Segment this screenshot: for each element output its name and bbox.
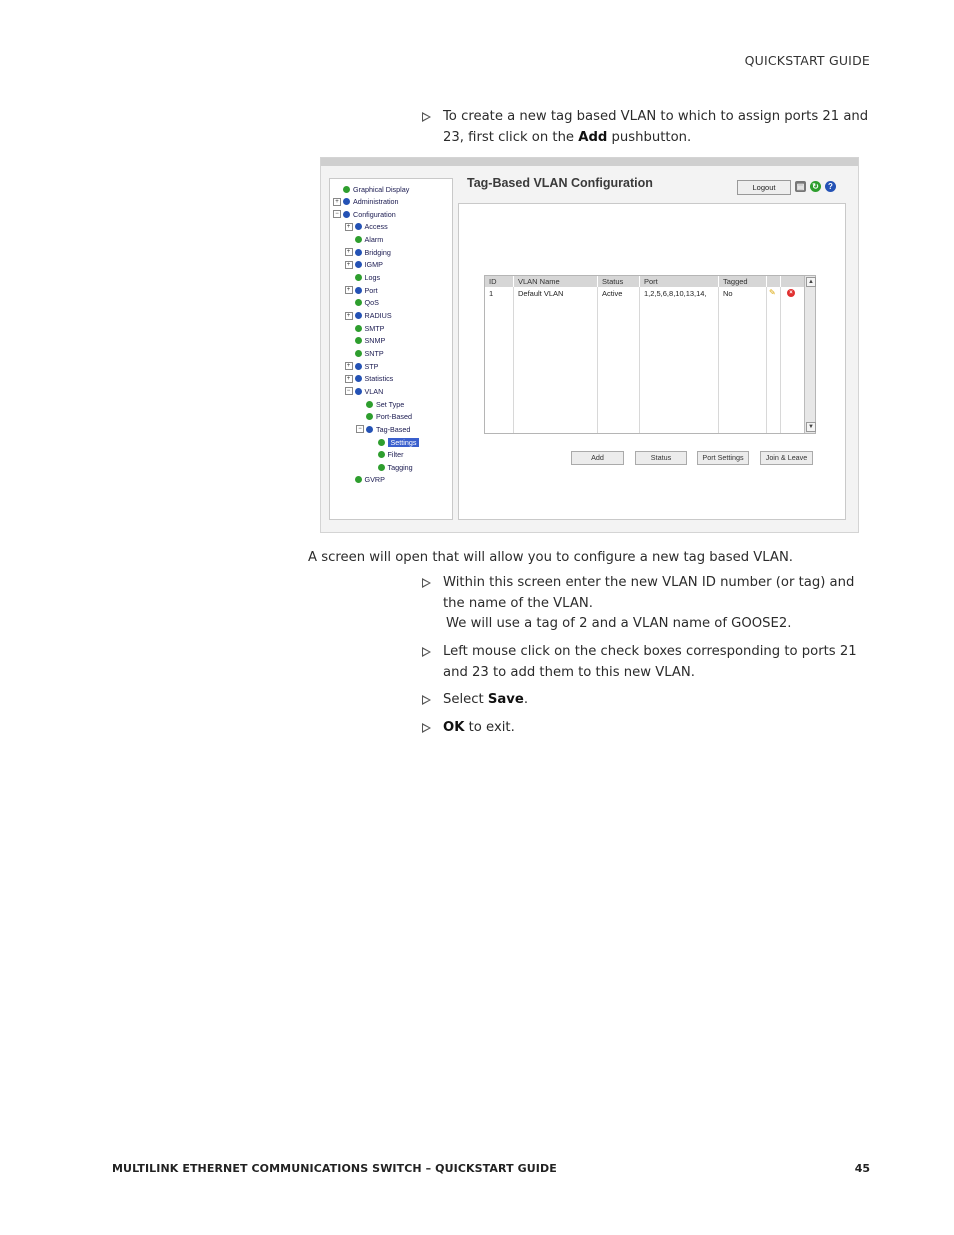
step-check-boxes — [422, 642, 872, 683]
triangle-bullet-icon — [422, 112, 431, 122]
tree-node[interactable] — [368, 461, 413, 473]
printer-icon[interactable]: ▤ — [796, 182, 805, 191]
tree-node[interactable] — [356, 398, 404, 410]
running-head: QUICKSTART GUIDE — [744, 53, 870, 68]
tree-node-label: RADIUS — [364, 311, 392, 320]
step-text: Left mouse click on the check boxes corresponding to ports 21 and 23 to add them to this new VLAN. — [443, 644, 857, 680]
cell-status: Active — [602, 289, 623, 298]
body-paragraph: A screen will open that will allow you to configure a new tag based VLAN. — [308, 550, 794, 565]
tree-node-label: Port-Based — [376, 412, 412, 422]
page-arrow-icon — [355, 337, 362, 344]
col-tagged: Tagged — [719, 276, 767, 287]
tree-node-label: Bridging — [364, 247, 391, 257]
tree-node[interactable] — [345, 360, 379, 372]
tree-node-label: Logs — [364, 273, 381, 283]
folder-arrow-icon — [355, 261, 362, 268]
step-text: Select — [443, 692, 488, 707]
page-arrow-icon — [355, 236, 362, 243]
tree-node[interactable] — [345, 234, 384, 246]
step-text-end: pushbutton. — [607, 129, 692, 145]
step-bold: Add — [578, 129, 608, 145]
tree-node-label: Set Type — [376, 399, 405, 409]
folder-arrow-icon — [355, 363, 362, 370]
tree-node-label: STP — [364, 361, 379, 371]
folder-arrow-icon — [355, 312, 362, 319]
tree-node[interactable] — [333, 196, 399, 208]
add-button[interactable]: Add — [571, 451, 624, 465]
tree-node[interactable] — [368, 449, 404, 461]
folder-arrow-icon — [355, 388, 362, 395]
step-text-example: We will use a tag of 2 and a VLAN name of GOOSE2. — [446, 616, 792, 631]
cell-id: 1 — [489, 289, 494, 298]
tree-node[interactable] — [356, 411, 412, 423]
tree-node[interactable] — [345, 246, 391, 258]
tree-node[interactable] — [345, 310, 392, 322]
tree-node[interactable] — [333, 208, 396, 220]
tree-node[interactable] — [345, 335, 386, 347]
page-arrow-icon — [355, 299, 362, 306]
table-scrollbar[interactable] — [804, 276, 815, 433]
column-divider — [780, 287, 781, 433]
tree-node-label: Graphical Display — [353, 184, 410, 194]
page-arrow-icon — [343, 186, 350, 193]
tree-node-label: Tag-Based — [376, 424, 411, 434]
collapse-icon[interactable]: − — [333, 210, 341, 218]
expand-icon[interactable]: + — [345, 362, 353, 370]
col-id: ID — [485, 276, 514, 287]
folder-arrow-icon — [366, 426, 373, 433]
triangle-bullet-icon — [422, 647, 431, 657]
edit-pencil-icon[interactable]: ✎ — [769, 288, 776, 297]
tree-node-label: GVRP — [364, 475, 385, 485]
tree-node-label: Filter — [387, 450, 404, 460]
step-text: To create a new tag based VLAN to which to assign ports 21 and 23, first click on the — [443, 109, 869, 145]
expand-icon[interactable]: + — [345, 223, 353, 231]
tree-node[interactable] — [345, 297, 379, 309]
step-text-end: to exit. — [464, 720, 515, 735]
scroll-down-icon[interactable]: ▼ — [806, 422, 816, 432]
collapse-icon[interactable]: − — [356, 425, 364, 433]
tree-node[interactable] — [345, 385, 384, 397]
tree-node-label: Statistics — [364, 374, 394, 384]
logout-button[interactable]: Logout — [737, 180, 791, 195]
page-arrow-icon — [378, 464, 385, 471]
column-divider — [639, 287, 640, 433]
tree-node-label: Access — [364, 222, 388, 232]
column-divider — [766, 287, 767, 433]
join-leave-button[interactable]: Join & Leave — [760, 451, 813, 465]
step-enter-vlan-id — [422, 573, 872, 635]
page-arrow-icon — [355, 325, 362, 332]
tree-node-label: QoS — [364, 298, 379, 308]
tree-node[interactable] — [356, 423, 410, 435]
tree-node[interactable] — [345, 322, 385, 334]
tree-node-label: Administration — [353, 197, 399, 207]
page-number: 45 — [854, 1162, 870, 1175]
footer-title: MULTILINK ETHERNET COMMUNICATIONS SWITCH – QUICKSTART GUIDE — [112, 1162, 557, 1175]
step-ok-exit — [422, 718, 872, 739]
column-divider — [597, 287, 598, 433]
folder-arrow-icon — [355, 223, 362, 230]
folder-arrow-icon — [343, 198, 350, 205]
page-arrow-icon — [378, 451, 385, 458]
column-divider — [513, 287, 514, 433]
tree-node[interactable] — [345, 474, 385, 486]
expand-icon[interactable]: + — [345, 286, 353, 294]
refresh-icon[interactable]: ↻ — [810, 181, 821, 192]
cell-port: 1,2,5,6,8,10,13,14, — [644, 289, 707, 298]
folder-arrow-icon — [355, 249, 362, 256]
vlan-table — [484, 275, 816, 434]
help-icon[interactable]: ? — [825, 181, 836, 192]
tree-node-label: IGMP — [364, 260, 383, 270]
expand-icon[interactable]: + — [333, 198, 341, 206]
page-arrow-icon — [355, 350, 362, 357]
tree-node-label: SMTP — [364, 323, 385, 333]
col-edit — [767, 276, 781, 287]
step-add-pushbutton — [422, 107, 872, 148]
screenshot-top-bar — [321, 158, 858, 166]
step-bold: Save — [487, 692, 524, 707]
col-status: Status — [598, 276, 640, 287]
folder-arrow-icon — [355, 375, 362, 382]
folder-arrow-icon — [355, 287, 362, 294]
expand-icon[interactable]: + — [345, 312, 353, 320]
tree-node[interactable] — [345, 259, 383, 271]
tree-node-label: Alarm — [364, 235, 384, 245]
status-button[interactable]: Status — [635, 451, 687, 465]
page-arrow-icon — [355, 274, 362, 281]
delete-icon[interactable]: × — [787, 289, 795, 297]
port-settings-button[interactable]: Port Settings — [697, 451, 749, 465]
col-vlan-name: VLAN Name — [514, 276, 598, 287]
tree-node[interactable] — [345, 284, 378, 296]
expand-icon[interactable]: + — [345, 375, 353, 383]
folder-arrow-icon — [343, 211, 350, 218]
page-title: Tag-Based VLAN Configuration — [467, 176, 653, 190]
tree-node-label: Port — [364, 285, 378, 295]
tree-node-label: VLAN — [364, 386, 384, 396]
tree-node[interactable] — [368, 436, 420, 448]
page-arrow-icon — [366, 413, 373, 420]
tag-based-vlan-screenshot — [320, 157, 859, 533]
tree-node[interactable] — [345, 373, 394, 385]
cell-tagged: No — [723, 289, 733, 298]
scroll-up-icon[interactable]: ▲ — [806, 277, 816, 287]
tree-node-label: Configuration — [353, 209, 396, 219]
tree-node-label: SNTP — [364, 348, 384, 358]
tree-node-label: Tagging — [387, 462, 413, 472]
col-port: Port — [640, 276, 719, 287]
navigation-tree — [329, 178, 453, 520]
tree-node-label: Settings — [388, 438, 420, 447]
tree-node[interactable] — [345, 272, 381, 284]
step-text: Within this screen enter the new VLAN ID number (or tag) and the name of the VLAN. — [443, 575, 855, 611]
page-arrow-icon — [366, 401, 373, 408]
page-arrow-icon — [355, 476, 362, 483]
column-divider — [718, 287, 719, 433]
triangle-bullet-icon — [422, 578, 431, 588]
tree-node[interactable] — [345, 347, 384, 359]
tree-node-label: SNMP — [364, 336, 386, 346]
table-header — [485, 276, 805, 287]
cell-vlan-name: Default VLAN — [518, 289, 564, 298]
triangle-bullet-icon — [422, 723, 431, 733]
triangle-bullet-icon — [422, 695, 431, 705]
step-bold: OK — [443, 720, 465, 735]
tree-node[interactable] — [345, 221, 388, 233]
col-delete — [781, 276, 805, 287]
tree-node[interactable] — [333, 183, 409, 195]
step-text-end: . — [523, 692, 529, 707]
expand-icon[interactable]: + — [345, 261, 353, 269]
expand-icon[interactable]: + — [345, 248, 353, 256]
collapse-icon[interactable]: − — [345, 387, 353, 395]
step-select-save — [422, 690, 872, 711]
page-arrow-icon — [378, 439, 385, 446]
